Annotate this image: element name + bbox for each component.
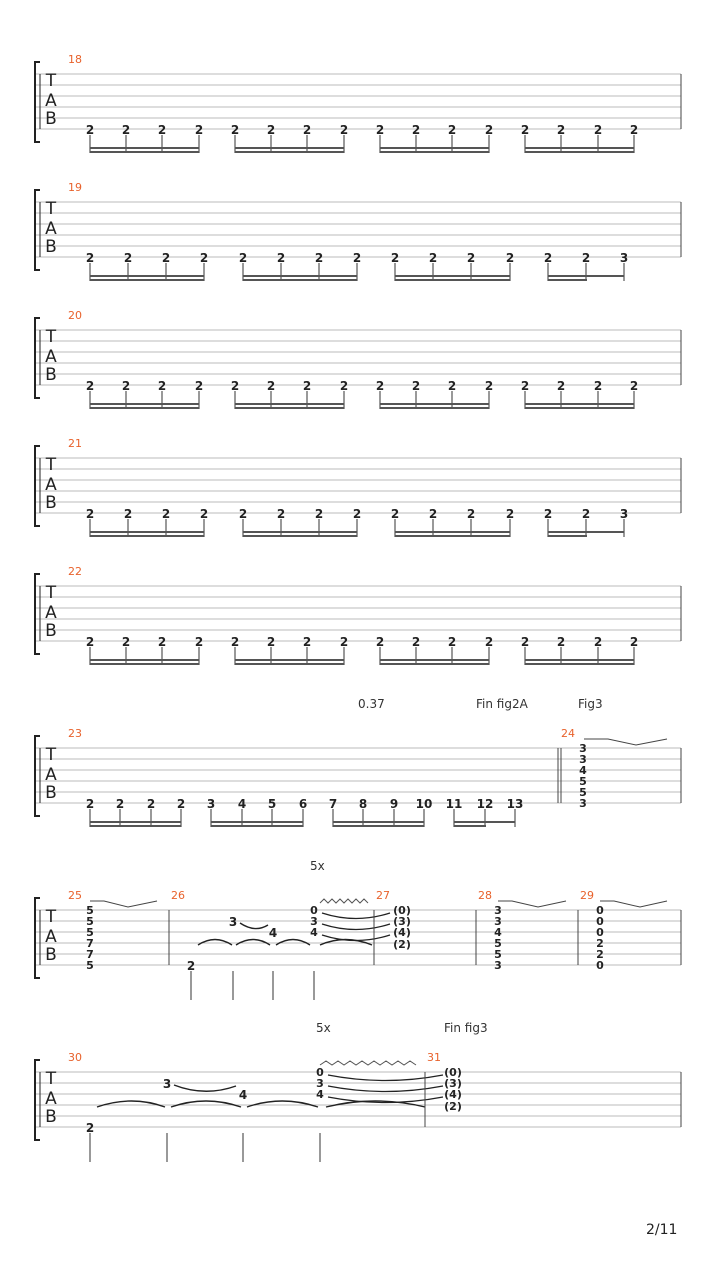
fret-number: 2 [115,797,125,811]
measure-number: 29 [580,889,594,902]
tied-fret-number: (3) [444,1077,462,1090]
fret-number: 0 [316,1066,324,1079]
beam [90,151,199,153]
fret-number: 0 [310,904,318,917]
tie-slur [322,913,390,919]
fret-number: 2 [85,123,95,137]
beam [525,151,634,153]
beam [333,821,424,823]
fret-number: 2 [194,635,204,649]
beam [380,663,489,665]
tied-fret-number: (3) [393,915,411,928]
chord-fret-number: 0 [596,926,604,939]
fret-number: 3 [162,1077,172,1091]
tab-clef-letter: B [45,1107,57,1127]
fret-number: 2 [593,123,603,137]
chord-fret-number: 4 [579,764,587,777]
fret-number: 5 [267,797,277,811]
fret-number: 2 [85,635,95,649]
fret-number: 2 [411,635,421,649]
fret-number: 2 [520,379,530,393]
measure-number: 26 [171,889,185,902]
fret-number: 2 [194,379,204,393]
fret-number: 2 [146,797,156,811]
fret-number: 2 [123,507,133,521]
fret-number: 2 [484,379,494,393]
tied-fret-number: (0) [444,1066,462,1079]
chord-fret-number: 0 [596,915,604,928]
beam [380,151,489,153]
fret-number: 2 [447,379,457,393]
tab-clef-letter: A [45,475,57,495]
fret-number: 3 [310,915,318,928]
tied-fret-number: (4) [393,926,411,939]
fret-number: 2 [276,251,286,265]
fret-number: 2 [123,251,133,265]
tab-clef-letter: T [45,907,57,927]
tab-clef-letter: B [45,109,57,129]
fret-number: 2 [390,507,400,521]
beam [454,825,485,827]
tie-slur [240,923,268,929]
fret-number: 9 [389,797,399,811]
fret-number: 2 [447,635,457,649]
chord-fret-number: 5 [86,926,94,939]
tied-fret-number: (0) [393,904,411,917]
chord-fret-number: 5 [86,959,94,972]
measure-number: 22 [68,565,82,578]
beam [90,535,204,537]
fret-number: 2 [85,251,95,265]
tie-slur [236,940,270,946]
fret-number: 4 [238,1088,248,1102]
fret-number: 2 [85,1121,95,1135]
chord-fret-number: 0 [596,904,604,917]
beam [90,531,204,533]
fret-number: 2 [520,123,530,137]
fret-number: 2 [161,507,171,521]
fret-number: 12 [476,797,494,811]
measure-number: 25 [68,889,82,902]
fret-number: 2 [375,379,385,393]
fret-number: 2 [85,379,95,393]
beam [235,403,344,405]
tie-slur [322,924,390,930]
beam [525,147,634,149]
fret-number: 2 [447,123,457,137]
fret-number: 2 [629,379,639,393]
chord-fret-number: 2 [596,948,604,961]
fin-fig3-annotation: Fin fig3 [444,1021,488,1035]
tab-clef-letter: A [45,927,57,947]
beam [525,403,634,405]
chord-fret-number: 3 [494,904,502,917]
beam [548,531,624,533]
fret-number: 2 [161,251,171,265]
tie-slur [171,1101,241,1107]
beam [485,825,486,827]
tab-clef-letter: T [45,1069,57,1089]
tab-clef-letter: A [45,1089,57,1109]
measure-number: 18 [68,53,82,66]
fret-number: 2 [411,123,421,137]
chord-fret-number: 3 [494,915,502,928]
beam [243,275,357,277]
fret-number: 2 [339,379,349,393]
fret-number: 2 [199,251,209,265]
beam [90,275,204,277]
beam [548,279,586,281]
fret-number: 2 [230,123,240,137]
beam [525,663,634,665]
tie-slur [247,1101,318,1107]
tab-clef-letter: T [45,199,57,219]
vibrato-mark [320,899,368,903]
fret-number: 2 [121,635,131,649]
measure-number: 31 [427,1051,441,1064]
strum-indicator [498,901,566,907]
fret-number: 2 [629,123,639,137]
fret-number: 2 [629,635,639,649]
fret-number: 2 [556,123,566,137]
tab-clef-letter: B [45,783,57,803]
tab-clef-letter: A [45,347,57,367]
beam [211,821,303,823]
beam [90,407,199,409]
beam [586,535,587,537]
fret-number: 2 [276,507,286,521]
fret-number: 2 [543,507,553,521]
fret-number: 2 [302,123,312,137]
fret-number: 2 [505,251,515,265]
repeat-5x-annotation: 5x [310,859,325,873]
tie-slur [97,1101,165,1107]
chord-fret-number: 7 [86,937,94,950]
fret-number: 2 [581,507,591,521]
fret-number: 2 [176,797,186,811]
beam [548,535,586,537]
fret-number: 3 [206,797,216,811]
beam [90,825,181,827]
beam [90,663,199,665]
beam [90,403,199,405]
fret-number: 2 [543,251,553,265]
fret-number: 2 [266,379,276,393]
fret-number: 4 [268,926,278,940]
beam [90,147,199,149]
beam [90,279,204,281]
fret-number: 2 [411,379,421,393]
beam [380,407,489,409]
chord-fret-number: 4 [494,926,502,939]
tab-clef-letter: T [45,71,57,91]
fret-number: 3 [619,251,629,265]
tab-clef-letter: B [45,237,57,257]
tab-clef-letter: T [45,583,57,603]
measure-number: 27 [376,889,390,902]
beam [235,147,344,149]
fret-number: 3 [619,507,629,521]
beam [333,825,424,827]
beam [525,407,634,409]
fret-number: 2 [484,123,494,137]
fret-number: 2 [375,635,385,649]
fret-number: 2 [390,251,400,265]
chord-fret-number: 5 [494,948,502,961]
tab-clef-letter: B [45,493,57,513]
strum-indicator [600,901,667,907]
fret-number: 2 [314,251,324,265]
beam [380,659,489,661]
fret-number: 4 [237,797,247,811]
beam [211,825,303,827]
measure-number: 21 [68,437,82,450]
chord-fret-number: 3 [579,753,587,766]
tied-fret-number: (2) [444,1100,462,1113]
tied-fret-number: (4) [444,1088,462,1101]
beam [395,279,510,281]
tab-clef-letter: A [45,219,57,239]
tab-clef-letter: T [45,455,57,475]
fret-number: 13 [506,797,524,811]
fret-number: 2 [230,635,240,649]
tab-clef-letter: A [45,603,57,623]
chord-fret-number: 5 [579,775,587,788]
tab-clef-letter: B [45,621,57,641]
tab-clef-letter: A [45,765,57,785]
measure-number: 24 [561,727,575,740]
fret-number: 2 [85,507,95,521]
tab-clef-letter: B [45,365,57,385]
beam [395,275,510,277]
tempo-annotation: 0.37 [358,697,385,711]
fret-number: 3 [316,1077,324,1090]
beam [525,659,634,661]
beam [235,663,344,665]
fret-number: 11 [445,797,463,811]
beam [380,147,489,149]
fret-number: 2 [199,507,209,521]
beam [235,407,344,409]
fret-number: 2 [186,959,196,973]
beam [395,531,510,533]
fret-number: 2 [157,635,167,649]
chord-fret-number: 7 [86,948,94,961]
measure-number: 19 [68,181,82,194]
repeat-5x-annotation: 5x [316,1021,331,1035]
fret-number: 2 [238,251,248,265]
beam [395,535,510,537]
fret-number: 2 [352,507,362,521]
fret-number: 4 [310,926,318,939]
beam [380,403,489,405]
beam [235,659,344,661]
fret-number: 2 [230,379,240,393]
tab-clef-letter: T [45,327,57,347]
fret-number: 6 [298,797,308,811]
fret-number: 2 [157,123,167,137]
fret-number: 2 [339,123,349,137]
fret-number: 2 [157,379,167,393]
measure-number: 28 [478,889,492,902]
chord-fret-number: 0 [596,959,604,972]
fret-number: 2 [85,797,95,811]
fret-number: 2 [238,507,248,521]
fret-number: 3 [228,915,238,929]
beam [243,279,357,281]
fret-number: 2 [581,251,591,265]
beam [243,531,357,533]
fret-number: 2 [375,123,385,137]
fret-number: 2 [484,635,494,649]
fret-number: 2 [352,251,362,265]
fret-number: 2 [505,507,515,521]
fret-number: 2 [302,635,312,649]
fret-number: 4 [316,1088,324,1101]
fret-number: 2 [556,379,566,393]
vibrato-mark [320,1061,416,1065]
chord-fret-number: 3 [579,742,587,755]
strum-indicator [584,739,667,745]
tie-slur [198,940,232,946]
chord-fret-number: 5 [86,904,94,917]
beam [90,659,199,661]
chord-fret-number: 5 [86,915,94,928]
tie-slur [328,1075,443,1081]
beam [586,279,587,281]
tie-slur [174,1085,236,1091]
fret-number: 2 [121,379,131,393]
fig3-annotation: Fig3 [578,697,603,711]
chord-fret-number: 3 [579,797,587,810]
chord-fret-number: 5 [494,937,502,950]
measure-number: 20 [68,309,82,322]
beam [90,821,181,823]
fret-number: 2 [593,379,603,393]
chord-fret-number: 3 [494,959,502,972]
fret-number: 2 [339,635,349,649]
fret-number: 2 [302,379,312,393]
fret-number: 10 [415,797,433,811]
fret-number: 2 [466,507,476,521]
fret-number: 2 [428,507,438,521]
fret-number: 2 [314,507,324,521]
fret-number: 2 [593,635,603,649]
strum-indicator [90,901,157,907]
tie-slur [276,940,310,946]
fret-number: 2 [266,635,276,649]
beam [235,151,344,153]
fret-number: 2 [121,123,131,137]
fret-number: 2 [266,123,276,137]
tab-clef-letter: A [45,91,57,111]
measure-number: 30 [68,1051,82,1064]
fret-number: 2 [556,635,566,649]
beam [548,275,624,277]
beam [454,821,515,823]
fret-number: 7 [328,797,338,811]
page-number: 2/11 [646,1222,678,1238]
fret-number: 2 [520,635,530,649]
measure-number: 23 [68,727,82,740]
fin-fig2a-annotation: Fin fig2A [476,697,528,711]
fret-number: 2 [428,251,438,265]
tab-clef-letter: B [45,945,57,965]
chord-fret-number: 2 [596,937,604,950]
beam [243,535,357,537]
tied-fret-number: (2) [393,938,411,951]
fret-number: 8 [358,797,368,811]
fret-number: 2 [466,251,476,265]
fret-number: 2 [194,123,204,137]
chord-fret-number: 5 [579,786,587,799]
tab-clef-letter: T [45,745,57,765]
tie-slur [328,1086,443,1092]
